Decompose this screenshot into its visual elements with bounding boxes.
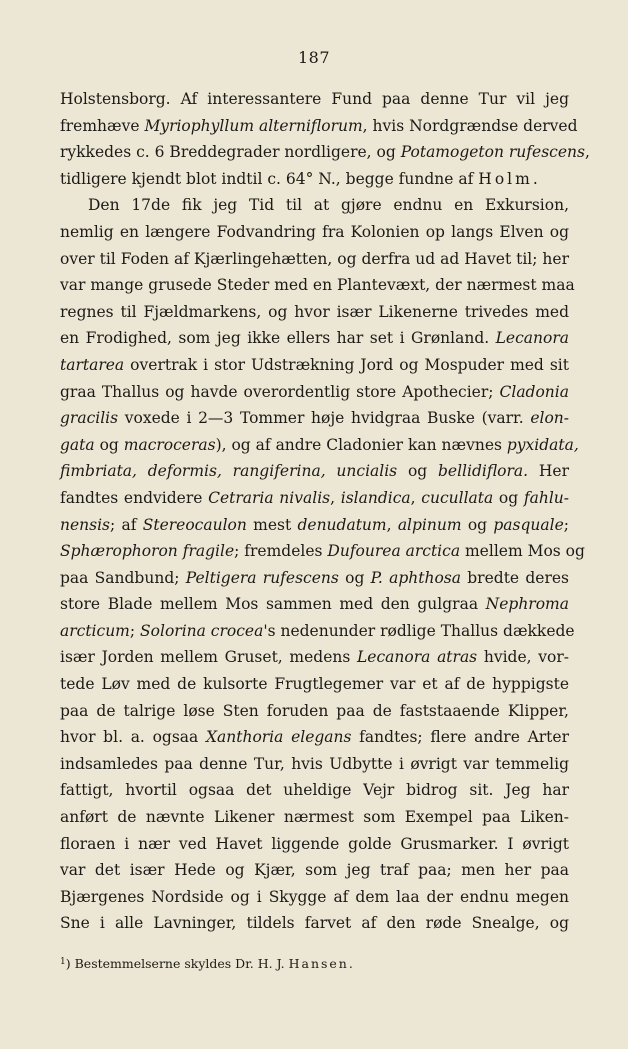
text-segment: Sne i alle Lavninger, tildels farvet af den røde Snealge, og	[60, 914, 569, 933]
text-line	[60, 113, 578, 140]
footnote	[60, 955, 569, 973]
italic-segment: pasquale	[493, 515, 564, 534]
text-segment: ;	[563, 515, 569, 534]
text-line	[60, 884, 569, 911]
italic-segment: Cetraria nivalis	[208, 488, 331, 507]
italic-segment: Xanthoria elegans	[205, 728, 352, 747]
text-segment: ,	[584, 143, 590, 162]
text-line	[60, 272, 575, 299]
text-segment: mellem Mos og	[460, 542, 585, 561]
text-segment: og	[397, 462, 438, 481]
text-line	[60, 831, 569, 858]
text-line	[60, 538, 585, 565]
text-segment: fattigt, hvortil ogsaa det uheldige Vejr bidrog sit. Jeg har	[60, 781, 569, 800]
text-line	[60, 405, 569, 432]
text-segment: fremhæve	[60, 116, 145, 135]
text-segment: hvor bl. a. ogsaa	[60, 728, 206, 747]
text-line	[60, 458, 569, 485]
text-segment: hvide, vor-	[477, 648, 569, 667]
text-line	[60, 857, 569, 884]
text-segment: store Blade mellem Mos sammen med den gulgraa	[60, 595, 486, 614]
text-segment: tede Løv med de kulsorte Frugtlegemer var et af de hyppigste	[60, 675, 569, 694]
italic-segment: elon-	[530, 409, 569, 428]
italic-segment: denudatum	[297, 515, 387, 534]
text-line	[60, 379, 569, 406]
footnote-marker-paren: )	[65, 956, 71, 971]
italic-segment: gata	[60, 435, 95, 454]
text-segment: ,	[386, 515, 398, 534]
text-line	[60, 325, 569, 352]
italic-segment: Nephroma	[485, 595, 569, 614]
text-line	[60, 698, 569, 725]
italic-segment: pyxidata,	[506, 435, 579, 454]
text-segment: paa Sandbund;	[60, 568, 186, 587]
text-line	[60, 432, 579, 459]
text-segment: floraen i nær ved Havet liggende golde Grusmarker. I øvrigt	[60, 834, 569, 853]
text-segment: og	[338, 568, 371, 587]
text-segment: Den 17de fik jeg Tid til at gjøre endnu en Exkursion,	[88, 196, 569, 215]
text-segment: var mange grusede Steder med en Plantevæxt, der nærmest maa	[60, 276, 575, 295]
text-line	[60, 192, 569, 219]
text-segment: anført de nævnte Likener nærmest som Exempel paa Liken-	[60, 808, 569, 827]
italic-segment: gracilis	[60, 409, 119, 428]
italic-segment: arcticum	[60, 621, 130, 640]
italic-segment: fahlu-	[523, 488, 570, 507]
text-segment: overtrak i stor Udstrækning Jord og Mospuder med sit	[124, 355, 569, 374]
italic-segment: cucullata	[421, 488, 494, 507]
italic-segment: Peltigera rufescens	[185, 568, 339, 587]
text-segment: rykkedes c. 6 Breddegrader nordligere, og	[60, 143, 401, 162]
text-segment: ,	[410, 488, 422, 507]
italic-segment: Dufourea arctica	[327, 542, 461, 561]
text-segment: Holstensborg. Af interessantere Fund paa denne Tur vil jeg	[60, 90, 569, 108]
text-line	[60, 591, 569, 618]
footnote-name: Hansen	[288, 956, 349, 971]
italic-segment: Cladonia	[499, 382, 569, 401]
text-segment: fandtes endvidere	[60, 488, 209, 507]
footnote-end: .	[348, 956, 353, 971]
text-segment: nemlig en længere Fodvandring fra Kolonien op langs Elven og	[60, 222, 569, 241]
italic-segment: macroceras	[123, 435, 216, 454]
text-segment: og	[461, 515, 494, 534]
text-segment: .	[532, 169, 538, 188]
text-line	[60, 299, 569, 326]
text-segment: og	[94, 435, 124, 454]
text-segment: graa Thallus og havde overordentlig store Apothecier;	[60, 382, 500, 401]
italic-segment: alpinum	[397, 515, 462, 534]
italic-segment: fimbriata, deformis, rangiferina, uncialis	[60, 462, 398, 481]
italic-segment: P. aphthosa	[370, 568, 461, 587]
text-line	[60, 246, 569, 273]
text-segment: paa de talrige løse Sten foruden paa de faststaaende Klipper,	[60, 701, 569, 720]
text-line	[60, 219, 569, 246]
text-segment: 's nedenunder rødlige Thallus dækkede	[263, 621, 575, 640]
spaced-segment: Holm	[478, 169, 533, 188]
italic-segment: Lecanora	[495, 329, 569, 348]
text-line	[60, 644, 569, 671]
italic-segment: Stereocaulon	[142, 515, 247, 534]
text-line	[60, 485, 569, 512]
italic-segment: tartarea	[60, 355, 125, 374]
text-line	[60, 565, 569, 592]
text-line	[60, 352, 569, 379]
text-line	[60, 512, 569, 539]
text-segment: en Frodighed, som jeg ikke ellers har set i Grønland.	[60, 329, 496, 348]
text-line	[60, 804, 569, 831]
text-line	[60, 671, 569, 698]
text-line	[60, 910, 569, 937]
text-segment: regnes til Fjældmarkens, og hvor især Likenerne trivedes med	[60, 302, 569, 321]
text-segment: fandtes; flere andre Arter	[351, 728, 569, 747]
text-line	[60, 139, 590, 166]
italic-segment: Lecanora atras	[357, 648, 478, 667]
text-segment: Bjærgenes Nordside og i Skygge af dem laa der endnu megen	[60, 887, 569, 906]
text-segment: indsamledes paa denne Tur, hvis Udbytte i øvrigt var temmelig	[60, 754, 569, 773]
footnote-marker: 1	[60, 957, 66, 967]
text-segment: tidligere kjendt blot indtil c. 64° N., begge fundne af	[60, 169, 479, 188]
text-line	[60, 724, 569, 751]
text-segment: Her	[528, 462, 569, 481]
text-segment: især Jorden mellem Gruset, medens	[60, 648, 358, 667]
text-segment: , hvis Nordgrændse derved	[362, 116, 578, 135]
text-segment: og	[493, 488, 524, 507]
text-segment: mest	[246, 515, 298, 534]
italic-segment: Myriophyllum alterniflorum	[144, 116, 363, 135]
italic-segment: Potamogeton rufescens	[400, 143, 585, 162]
text-line	[60, 777, 569, 804]
italic-segment: nensis	[60, 515, 111, 534]
text-line	[60, 86, 569, 113]
footnote-text: Bestemmelserne skyldes Dr. H. J.	[74, 956, 289, 971]
italic-segment: Sphærophoron fragile	[60, 542, 235, 561]
text-line	[60, 618, 575, 645]
text-segment: ), og af andre Cladonier kan nævnes	[215, 435, 507, 454]
text-segment: ; af	[110, 515, 143, 534]
text-segment: ; fremdeles	[234, 542, 328, 561]
italic-segment: islandica	[340, 488, 411, 507]
body-text	[60, 86, 590, 937]
text-segment: ;	[129, 621, 141, 640]
text-segment: bredte deres	[461, 568, 569, 587]
page-number: 187	[297, 48, 331, 67]
text-segment: voxede i 2—3 Tommer høje hvidgraa Buske (varr.	[118, 409, 531, 428]
text-segment: ,	[330, 488, 341, 507]
text-line	[60, 166, 569, 193]
text-line	[60, 751, 569, 778]
text-segment: var det især Hede og Kjær, som jeg traf paa; men her paa	[60, 861, 569, 880]
italic-segment: bellidiflora.	[438, 462, 529, 481]
text-segment: over til Foden af Kjærlingehætten, og derfra ud ad Havet til; her	[60, 249, 569, 268]
italic-segment: Solorina crocea	[140, 621, 264, 640]
